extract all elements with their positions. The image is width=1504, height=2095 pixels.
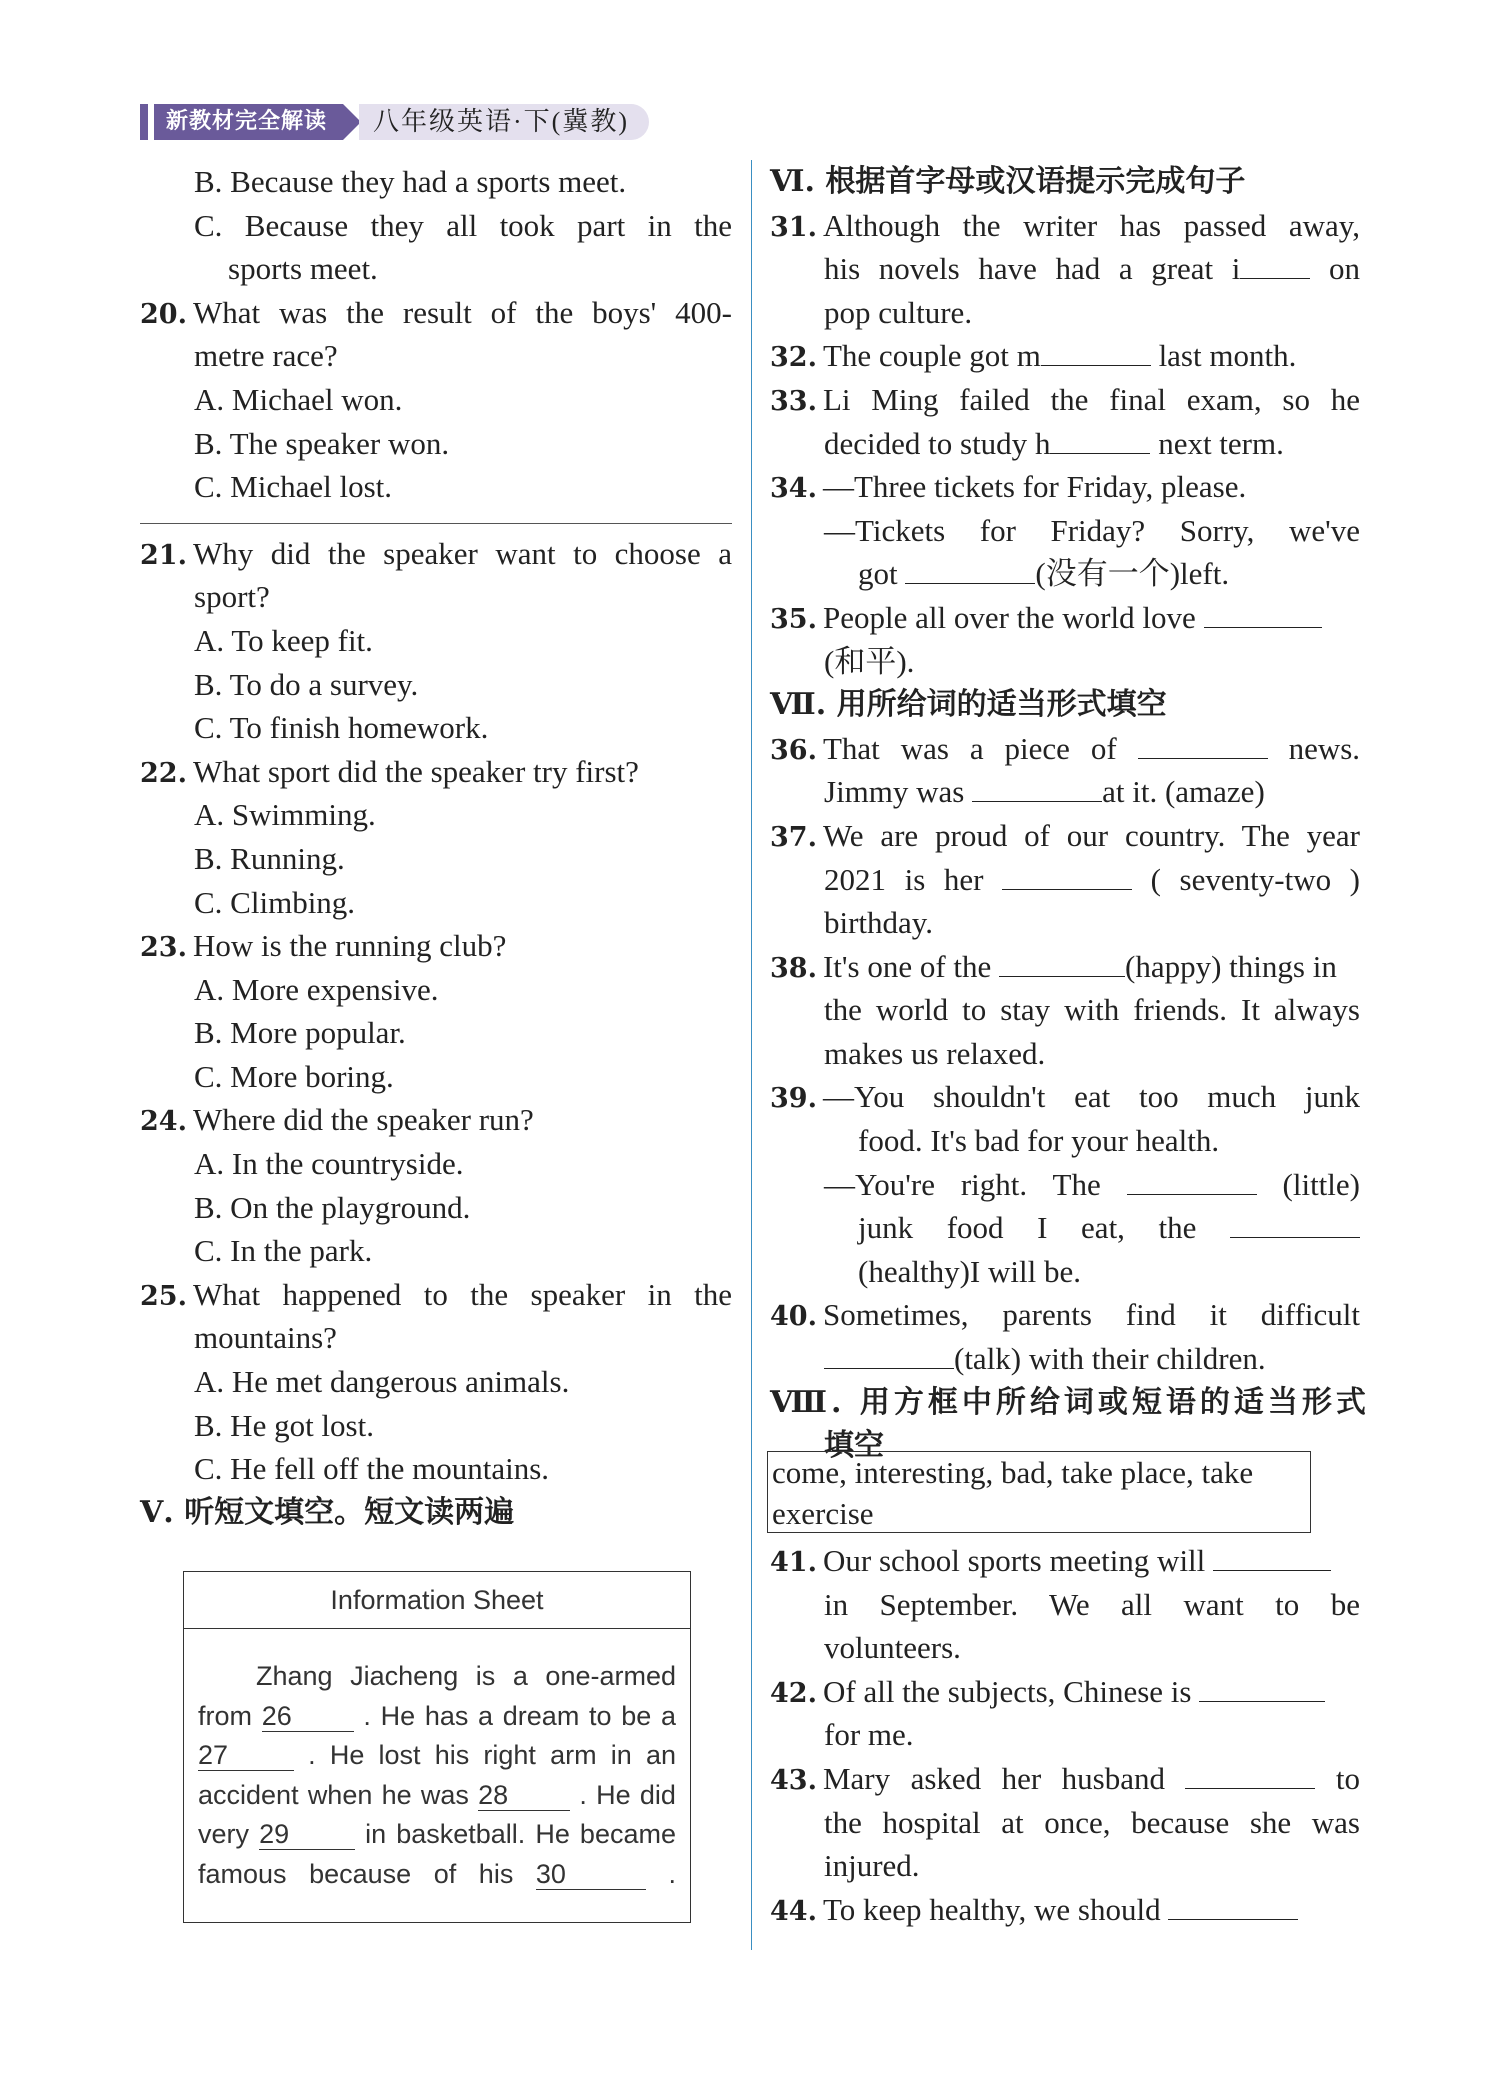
question-25: 25. What happened to the speaker in the bbox=[140, 1276, 732, 1312]
q20-option-a: A. Michael won. bbox=[194, 381, 403, 417]
word-bank-box bbox=[767, 1451, 1311, 1533]
section-6-heading: Ⅵ. 根据首字母或汉语提示完成句子 bbox=[770, 164, 1246, 199]
question-21-cont: sport? bbox=[194, 579, 270, 615]
q23-option-c: C. More boring. bbox=[194, 1058, 394, 1094]
question-34-cont: got (没有一个)left. bbox=[770, 552, 1360, 596]
q21-option-c: C. To finish homework. bbox=[194, 710, 489, 746]
question-24: 24. Where did the speaker run? bbox=[140, 1102, 534, 1138]
question-39: 39. —You shouldn't eat too much junk bbox=[770, 1079, 1360, 1115]
answer-blank-41[interactable] bbox=[1213, 1540, 1331, 1571]
question-40-cont: (talk) with their children. bbox=[770, 1337, 1360, 1381]
q23-option-b: B. More popular. bbox=[194, 1015, 406, 1051]
q23-option-a: A. More expensive. bbox=[194, 971, 439, 1007]
question-20: 20. What was the result of the boys' 400- bbox=[140, 294, 732, 330]
info-line-3: 27 . He lost his right arm in an bbox=[198, 1740, 676, 1770]
right-column-lower bbox=[770, 1539, 1360, 1931]
information-sheet bbox=[183, 1571, 691, 1923]
question-34-reply: —Tickets for Friday? Sorry, we've bbox=[824, 512, 1360, 548]
left-column bbox=[140, 160, 732, 1534]
q21-option-b: B. To do a survey. bbox=[194, 666, 419, 702]
question-39-reply: —You're right. The (little) bbox=[770, 1163, 1360, 1207]
question-43: 43. Mary asked her husband to bbox=[770, 1757, 1360, 1801]
series-label: 新教材完全解读 bbox=[154, 104, 343, 140]
q22-option-c: C. Climbing. bbox=[194, 884, 356, 920]
q19-option-c-cont: sports meet. bbox=[228, 251, 378, 287]
info-line-6: famous because of his 30 . bbox=[198, 1858, 676, 1889]
question-20-cont: metre race? bbox=[194, 338, 338, 374]
answer-blank-39b[interactable] bbox=[1230, 1207, 1360, 1238]
question-38-end: makes us relaxed. bbox=[824, 1035, 1046, 1071]
question-32: 32. The couple got m last month. bbox=[770, 334, 1360, 378]
question-43-cont: the hospital at once, because she was bbox=[824, 1804, 1360, 1840]
info-line-4: accident when he was 28 . He did bbox=[198, 1779, 676, 1810]
question-33-cont: decided to study h next term. bbox=[770, 422, 1360, 466]
q19-option-c: C. Because they all took part in the bbox=[194, 207, 732, 243]
question-31-cont: his novels have had a great i on bbox=[770, 247, 1360, 291]
q19-option-b: B. Because they had a sports meet. bbox=[194, 164, 627, 199]
blank-28[interactable]: 28 bbox=[478, 1780, 570, 1811]
q20-option-c: C. Michael lost. bbox=[194, 469, 393, 505]
answer-blank-33[interactable] bbox=[1050, 423, 1150, 454]
q24-option-b: B. On the playground. bbox=[194, 1189, 471, 1225]
question-38: 38. It's one of the (happy) things in bbox=[770, 945, 1360, 989]
question-39-reply-cont: junk food I eat, the bbox=[770, 1206, 1360, 1250]
blank-26[interactable]: 26 bbox=[262, 1701, 354, 1732]
blank-30[interactable]: 30 bbox=[536, 1859, 646, 1890]
question-43-end: injured. bbox=[824, 1848, 920, 1884]
question-41-cont: in September. We all want to be bbox=[824, 1586, 1360, 1622]
book-title: 八年级英语·下(冀教) bbox=[359, 104, 649, 140]
answer-blank-38[interactable] bbox=[999, 946, 1125, 977]
word-bank-line-2: exercise bbox=[772, 1496, 874, 1531]
answer-blank-44[interactable] bbox=[1168, 1889, 1298, 1920]
question-39-end: (healthy)I will be. bbox=[858, 1253, 1081, 1289]
question-35: 35. People all over the world love bbox=[770, 596, 1360, 640]
answer-blank-34[interactable] bbox=[905, 553, 1035, 584]
section-5-heading: Ⅴ. 听短文填空。短文读两遍 bbox=[140, 1494, 515, 1530]
word-bank-line-1: come, interesting, bad, take place, take bbox=[772, 1455, 1254, 1490]
question-40: 40. Sometimes, parents find it difficult bbox=[770, 1297, 1360, 1333]
question-33: 33. Li Ming failed the final exam, so he bbox=[770, 381, 1360, 417]
info-line-1: Zhang Jiacheng is a one-armed bbox=[256, 1661, 676, 1691]
right-column bbox=[770, 160, 1370, 1468]
section-divider bbox=[140, 509, 732, 524]
question-35-cont: (和平). bbox=[824, 643, 915, 679]
section-7-heading: Ⅶ. 用所给词的适当形式填空 bbox=[770, 687, 1167, 723]
q22-option-a: A. Swimming. bbox=[194, 797, 376, 833]
question-42: 42. Of all the subjects, Chinese is bbox=[770, 1670, 1360, 1714]
q22-option-b: B. Running. bbox=[194, 840, 345, 876]
q25-option-b: B. He got lost. bbox=[194, 1407, 374, 1443]
question-23: 23. How is the running club? bbox=[140, 928, 507, 964]
question-34: 34. —Three tickets for Friday, please. bbox=[770, 469, 1247, 505]
section-8-heading-cont: 填空 bbox=[824, 1428, 884, 1464]
answer-blank-31[interactable] bbox=[1240, 248, 1310, 279]
blank-29[interactable]: 29 bbox=[259, 1819, 355, 1850]
answer-blank-37[interactable] bbox=[1002, 859, 1132, 890]
q25-option-a: A. He met dangerous animals. bbox=[194, 1364, 570, 1400]
answer-blank-35[interactable] bbox=[1204, 597, 1322, 628]
question-41-end: volunteers. bbox=[824, 1630, 961, 1666]
question-39-cont: food. It's bad for your health. bbox=[858, 1123, 1220, 1159]
question-37: 37. We are proud of our country. The year bbox=[770, 817, 1360, 853]
q21-option-a: A. To keep fit. bbox=[194, 622, 373, 658]
information-sheet-body bbox=[184, 1629, 690, 1894]
answer-blank-39a[interactable] bbox=[1127, 1164, 1257, 1195]
q24-option-c: C. In the park. bbox=[194, 1233, 373, 1269]
question-21: 21. Why did the speaker want to choose a bbox=[140, 535, 732, 571]
q25-option-c: C. He fell off the mountains. bbox=[194, 1451, 550, 1487]
page-header bbox=[140, 104, 649, 140]
question-31: 31. Although the writer has passed away, bbox=[770, 207, 1360, 243]
info-line-5: very 29 in basketball. He became bbox=[198, 1819, 676, 1849]
question-44: 44. To keep healthy, we should bbox=[770, 1888, 1360, 1932]
question-41: 41. Our school sports meeting will bbox=[770, 1539, 1360, 1583]
question-37-cont: 2021 is her ( seventy-two ) bbox=[770, 858, 1360, 902]
answer-blank-32[interactable] bbox=[1041, 335, 1151, 366]
question-36: 36. That was a piece of news. bbox=[770, 727, 1360, 771]
answer-blank-42[interactable] bbox=[1199, 1671, 1325, 1702]
answer-blank-40[interactable] bbox=[824, 1338, 954, 1369]
question-37-end: birthday. bbox=[824, 905, 934, 941]
blank-27[interactable]: 27 bbox=[198, 1740, 294, 1771]
question-22: 22. What sport did the speaker try first? bbox=[140, 753, 639, 789]
q20-option-b: B. The speaker won. bbox=[194, 425, 450, 461]
q24-option-a: A. In the countryside. bbox=[194, 1146, 464, 1182]
answer-blank-43[interactable] bbox=[1185, 1758, 1315, 1789]
header-accent-bar bbox=[140, 104, 148, 140]
information-sheet-title: Information Sheet bbox=[184, 1572, 690, 1629]
question-36-cont: Jimmy was at it. (amaze) bbox=[770, 770, 1360, 814]
question-31-end: pop culture. bbox=[824, 294, 973, 330]
column-divider bbox=[751, 160, 752, 1950]
answer-blank-36a[interactable] bbox=[1138, 728, 1268, 759]
question-25-cont: mountains? bbox=[194, 1320, 337, 1356]
info-line-2: from 26 . He has a dream to be a bbox=[198, 1700, 676, 1731]
answer-blank-36b[interactable] bbox=[972, 771, 1102, 802]
section-8-heading: Ⅷ. 用方框中所给词或短语的适当形式 bbox=[770, 1384, 1370, 1420]
question-42-cont: for me. bbox=[824, 1717, 914, 1753]
question-38-cont: the world to stay with friends. It always bbox=[824, 992, 1360, 1028]
